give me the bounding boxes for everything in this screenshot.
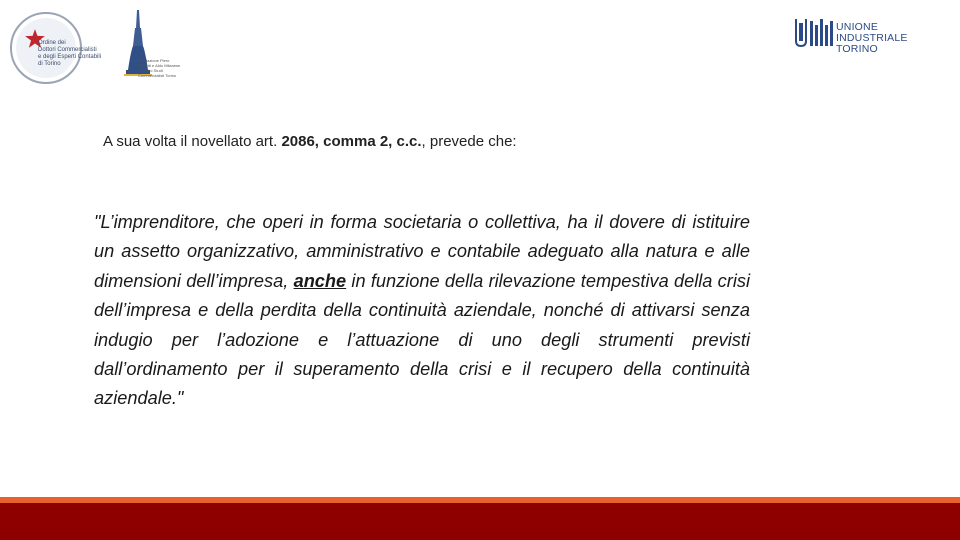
- quote-part-1: "L’imprenditore, che operi in forma societaria o collettiva, ha il dovere di istituire un assetto organizzativo, amministrativo e contabile adeguato alla natura e alle dimensioni dell’impresa,: [94, 212, 750, 291]
- intro-text-pre: A sua volta il novellato art.: [103, 133, 282, 150]
- unione-industriale-line2: TORINO: [836, 43, 878, 55]
- unione-industriale-mark-icon: [790, 15, 834, 49]
- unione-industriale-line1: UNIONE INDUSTRIALE: [836, 21, 908, 44]
- fondazione-mole-logo: [118, 8, 182, 98]
- intro-article-reference: 2086, comma 2, c.c.: [281, 133, 422, 150]
- fondazione-logo-text: Fondazione Piero Piccatti e Aldo Milanese · Centro Studi Commercialisti Torino: [138, 58, 181, 78]
- quote-part-2: in funzione della rilevazione tempestiva della crisi dell’impresa e della perdita della continuità aziendale, nonché di attivarsi senza indugio per l’adozione e l’attuazione di uno degli strumenti previsti dall’ordinamento per il superamento della crisi e il recupero della continuità aziendale.": [94, 270, 751, 409]
- odcec-torino-logo: [10, 12, 102, 90]
- mole-antonelliana-icon: [118, 8, 182, 98]
- article-quote: [94, 208, 750, 414]
- odcec-logo-text: Ordine dei Dottori Commercialisti e degli Esperti Contabili di Torino: [38, 40, 102, 67]
- intro-text-post: , prevede che:: [421, 133, 517, 150]
- quote-emphasis-anche: anche: [293, 270, 347, 291]
- unione-industriale-logo: [790, 15, 940, 55]
- unione-industriale-name: [836, 22, 940, 55]
- intro-paragraph: [103, 132, 743, 152]
- footer-bar: [0, 503, 960, 540]
